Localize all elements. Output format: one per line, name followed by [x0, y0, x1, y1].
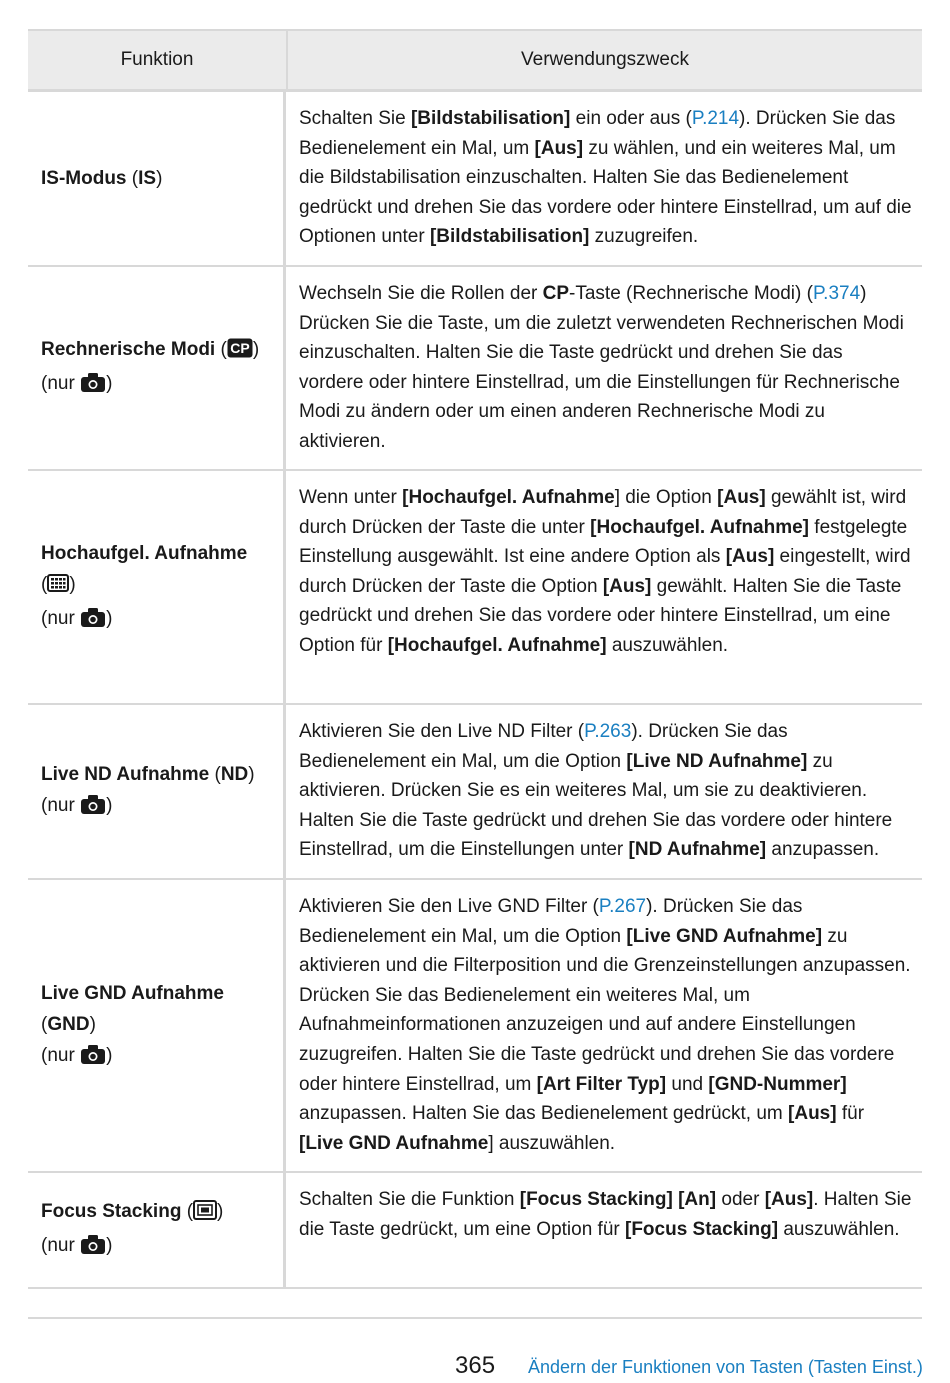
camera-icon: [80, 371, 106, 402]
purpose-text: Aktivieren Sie den Live ND Filter (P.263). Drücken Sie das Bedienelement ein Mal, um die Option [Live ND Aufnahme] zu aktivieren. Drücken Sie es ein weiteres Mal, um sie zu deaktivieren. Halten Sie die Taste gedrückt und drehen Sie das vordere oder hintere Einstellrad, um die Einstellungen unter [ND Aufnahme] anzupassen.: [299, 721, 893, 861]
purpose-text: Aktivieren Sie den Live GND Filter (P.267). Drücken Sie das Bedienelement ein Mal, um die Option [Live GND Aufnahme] zu aktivieren und die Filterposition und die Grenzeinstellungen anzupassen. Drücken Sie das Bedienelement ein weiteres Mal, um Aufnahmeinformationen anzuzeigen und auf andere Einstellungen zuzugreifen. Halten Sie die Taste gedrückt und drehen Sie das vordere oder hintere Einstellrad, um [Art Filter Typ] und [GND-Nummer] anzupassen. Halten Sie das Bedienelement gedrückt, um [Aus] für [Live GND Aufnahme] auszuwählen.: [299, 896, 911, 1154]
mode-note: (nur ): [41, 1230, 273, 1264]
table-header: [28, 29, 922, 92]
table-row: Hochaufgel. Aufnahme ( ) (nur ) Wenn unter [Hochaufgel. Aufnahme] die Option [Aus] gewählt ist, wird durch Drücken der Taste die unter [Hochaufgel. Aufnahme] festgelegte Einstellung ausgewählt. Ist eine andere Option als [Aus] eingestellt, wird durch Drücken der Taste die Option [Aus] gewählt. Halten Sie die Taste gedrückt und drehen Sie das vordere oder hintere Einstellrad, um eine Option für [Hochaufgel. Aufnahme] auszuwählen.: [28, 471, 922, 705]
function-name: Focus Stacking ( ): [41, 1196, 273, 1230]
purpose-text: Schalten Sie [Bildstabilisation] ein oder aus (P.214). Drücken Sie das Bedienelement ein Mal, um [Aus] zu wählen, und ein weiteres Mal, um die Bildstabilisation einzuschalten. Halten Sie das Bedienelement gedrückt und drehen Sie das vordere oder hintere Einstellrad, um auf die Optionen unter [Bildstabilisation] zuzugreifen.: [299, 108, 912, 248]
camera-icon: [80, 793, 106, 824]
table-row: [28, 1173, 922, 1289]
mode-note: (nur ): [41, 790, 273, 824]
function-name: Live ND Aufnahme (ND): [41, 764, 255, 785]
camera-icon: [80, 1233, 106, 1264]
svg-text:CP: CP: [230, 340, 250, 356]
mode-note: (nur ): [41, 603, 273, 637]
page-link[interactable]: P.267: [598, 896, 647, 917]
purpose-text: Wechseln Sie die Rollen der CP-Taste (Rechnerische Modi) (P.374) Drücken Sie die Taste, um die zuletzt verwendeten Rechnerischen Modi einzuschalten. Halten Sie die Taste gedrückt und drehen Sie das vordere oder hintere Einstellrad, um die Einstellungen für Rechnerische Modi zu ändern oder um einen anderen Rechnerische Modi zu aktivieren.: [299, 283, 904, 452]
function-name: Live GND Aufnahme: [41, 982, 224, 1004]
table-row: [28, 705, 922, 880]
mode-note: (nur ): [41, 368, 273, 402]
header-function: Funktion: [28, 31, 288, 89]
camera-icon: [80, 606, 106, 637]
page-link[interactable]: P.214: [691, 108, 740, 129]
purpose-text: Wenn unter [Hochaufgel. Aufnahme] die Option [Aus] gewählt ist, wird durch Drücken der Taste die unter [Hochaufgel. Aufnahme] festgelegte Einstellung ausgewählt. Ist eine andere Option als [Aus] eingestellt, wird durch Drücken der Taste die Option [Aus] gewählt. Halten Sie die Taste gedrückt und drehen Sie das vordere oder hintere Einstellrad, um eine Option für [Hochaufgel. Aufnahme] auszuwählen.: [299, 487, 911, 656]
function-name: Hochaufgel. Aufnahme: [41, 542, 248, 564]
camera-icon: [80, 1043, 106, 1074]
high-res-icon: [47, 572, 69, 603]
focus-stacking-icon: [193, 1199, 217, 1230]
page-link[interactable]: P.374: [812, 283, 861, 304]
mode-note: (nur ): [41, 1040, 273, 1074]
table-row: [28, 92, 922, 267]
page-number: 365: [455, 1352, 496, 1379]
header-purpose: Verwendungszweck: [521, 49, 689, 70]
table-row: [28, 267, 922, 471]
cp-icon: [227, 337, 253, 368]
function-name: IS-Modus (IS): [41, 168, 163, 189]
chapter-link[interactable]: Ändern der Funktionen von Tasten (Tasten Einst.): [528, 1357, 923, 1377]
purpose-text: Schalten Sie die Funktion [Focus Stacking] [An] oder [Aus]. Halten Sie die Taste gedrückt, um eine Option für [Focus Stacking] auszuwählen.: [299, 1189, 912, 1240]
page-link[interactable]: P.263: [584, 721, 632, 742]
table-row: Live GND Aufnahme (GND) (nur ) Aktivieren Sie den Live GND Filter (P.267). Drücken Sie das Bedienelement ein Mal, um die Option [Live GND Aufnahme] zu aktivieren und die Filterposition und die Grenzeinstellungen anzupassen. Drücken Sie das Bedienelement ein weiteres Mal, um Aufnahmeinformationen anzuzeigen und auf andere Einstellungen zuzugreifen. Halten Sie die Taste gedrückt und drehen Sie das vordere oder hintere Einstellrad, um [Art Filter Typ] und [GND-Nummer] anzupassen. Halten Sie das Bedienelement gedrückt, um [Aus] für [Live GND Aufnahme] auszuwählen.: [28, 880, 922, 1173]
function-table: [28, 29, 922, 1289]
footer-divider: [28, 1317, 922, 1319]
function-name: Rechnerische Modi ( CP ): [41, 334, 273, 368]
